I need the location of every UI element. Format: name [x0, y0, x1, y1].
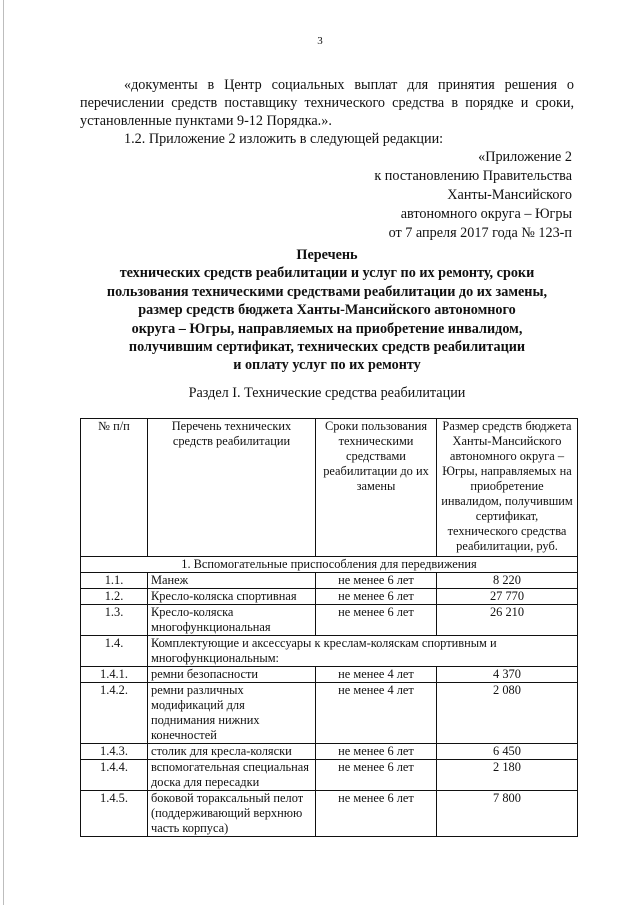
- page-number: 3: [317, 35, 323, 47]
- table-row: [81, 605, 578, 636]
- row-term: не менее 6 лет: [316, 605, 437, 636]
- row-num: 1.4.: [81, 636, 148, 667]
- category-1-label: 1. Вспомогательные приспособления для передвижения: [81, 557, 578, 573]
- header-term: Сроки пользования техническими средствами реабилитации до их замены: [316, 419, 437, 557]
- item-1-2-paragraph: 1.2. Приложение 2 изложить в следующей редакции:: [124, 131, 444, 147]
- quote-continuation-paragraph: «документы в Центр социальных выплат для принятия решения о перечислении средств поставщику технического средства в порядке и сроки, установленные пунктами 9-12 Порядка.».: [80, 77, 574, 129]
- row-name: Кресло-коляска многофункциональная: [148, 605, 316, 636]
- scan-edge-line: [3, 0, 4, 905]
- row-amount: 26 210: [437, 605, 578, 636]
- row-name: ремни различных модификаций для поднимания нижних конечностей: [148, 683, 316, 744]
- row-term: не менее 6 лет: [316, 791, 437, 837]
- row-name: боковой тораксальный пелот (поддерживающий верхнюю часть корпуса): [148, 791, 316, 837]
- header-amount: Размер средств бюджета Ханты-Мансийского автономного округа – Югры, направляемых на приобретение инвалидом, получившим сертификат, технического средства реабилитации, руб.: [437, 419, 578, 557]
- section-heading: Раздел I. Технические средства реабилитации: [188, 385, 466, 401]
- category-row: [81, 557, 578, 573]
- title-line-5: округа – Югры, направляемых на приобретение инвалидом,: [131, 320, 523, 337]
- header-name: Перечень технических средств реабилитации: [148, 419, 316, 557]
- row-num: 1.4.5.: [81, 791, 148, 837]
- title-line-3: пользования техническими средствами реабилитации до их замены,: [106, 283, 548, 300]
- appendix-line-5: от 7 апреля 2017 года № 123-п: [388, 225, 572, 241]
- row-name: столик для кресла-коляски: [148, 744, 316, 760]
- row-term: не менее 4 лет: [316, 683, 437, 744]
- row-num: 1.4.1.: [81, 667, 148, 683]
- table-row: [81, 683, 578, 744]
- row-amount: 6 450: [437, 744, 578, 760]
- row-amount: 7 800: [437, 791, 578, 837]
- row-name: ремни безопасности: [148, 667, 316, 683]
- row-term: не менее 6 лет: [316, 589, 437, 605]
- row-amount: 8 220: [437, 573, 578, 589]
- row-name: вспомогательная специальная доска для пересадки: [148, 760, 316, 791]
- table-row: [81, 573, 578, 589]
- row-num: 1.2.: [81, 589, 148, 605]
- table-row: [81, 667, 578, 683]
- row-term: не менее 6 лет: [316, 744, 437, 760]
- row-num: 1.1.: [81, 573, 148, 589]
- row-amount: 4 370: [437, 667, 578, 683]
- title-line-6: получившим сертификат, технических средств реабилитации: [128, 339, 526, 356]
- appendix-line-4: автономного округа – Югры: [400, 206, 572, 222]
- table-row: [81, 589, 578, 605]
- appendix-line-3: Ханты-Мансийского: [447, 187, 572, 203]
- row-amount: 2 180: [437, 760, 578, 791]
- title-line-1: Перечень: [296, 247, 358, 263]
- document-title: [80, 246, 574, 375]
- row-amount: 2 080: [437, 683, 578, 744]
- title-line-7: и оплату услуг по их ремонту: [233, 357, 421, 374]
- row-num: 1.3.: [81, 605, 148, 636]
- row-term: не менее 6 лет: [316, 573, 437, 589]
- row-group-name: Комплектующие и аксессуары к креслам-коляскам спортивным и многофункциональным:: [148, 636, 578, 667]
- appendix-line-2: к постановлению Правительства: [374, 168, 572, 184]
- appendix-line-1: «Приложение 2: [478, 149, 572, 165]
- row-num: 1.4.4.: [81, 760, 148, 791]
- table-row: [81, 760, 578, 791]
- row-term: не менее 4 лет: [316, 667, 437, 683]
- table-row: [81, 744, 578, 760]
- rehabilitation-means-table: [80, 418, 578, 837]
- row-name: Кресло-коляска спортивная: [148, 589, 316, 605]
- row-term: не менее 6 лет: [316, 760, 437, 791]
- row-num: 1.4.3.: [81, 744, 148, 760]
- title-line-2: технических средств реабилитации и услуг по их ремонту, сроки: [119, 265, 535, 282]
- table-header-row: [81, 419, 578, 557]
- table-row-group-header: [81, 636, 578, 667]
- title-line-4: размер средств бюджета Ханты-Мансийского автономного: [138, 302, 516, 319]
- row-num: 1.4.2.: [81, 683, 148, 744]
- row-name: Манеж: [148, 573, 316, 589]
- row-amount: 27 770: [437, 589, 578, 605]
- table-row: [81, 791, 578, 837]
- header-num: № п/п: [81, 419, 148, 557]
- appendix-reference: [374, 148, 572, 243]
